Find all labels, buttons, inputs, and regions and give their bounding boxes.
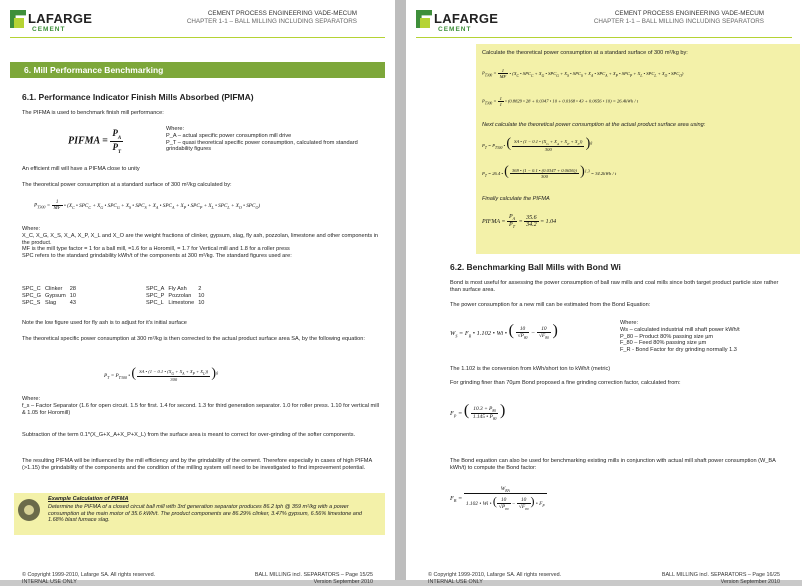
spc-table-cell: Pozzolan: [168, 292, 192, 299]
spc-table-cell: Slag: [44, 299, 57, 306]
paragraph: Next calculate the theoretical power consumption at the actual product surface area using:: [482, 122, 706, 128]
example-icon: [18, 499, 40, 521]
spc-table-cell: 10: [198, 292, 205, 299]
paragraph: The power consumption for a new mill can be estimated from the Bond Equation:: [450, 302, 651, 308]
paragraph: For grinding finer than 70µm Bond proposed a fine grinding correction factor, calculated from:: [450, 380, 681, 386]
spc-table-row: [22, 286, 208, 293]
spc-table-cell: SPC_P: [146, 292, 165, 299]
spc-table-cell: SPC_S: [22, 299, 41, 306]
lafarge-logo: LAFARGE CEMENT: [10, 10, 80, 36]
spc-table-cell: 28: [69, 286, 77, 292]
paragraph: The Bond equation can also be used for benchmarking existing mills in conjunction with actual mill shaft power consumption (W_BA kWh/t) to compute the Bond factor:: [450, 458, 776, 471]
spc-table-cell: Gypsum: [44, 292, 66, 299]
example-title: Example Calculation of PIFMA: [48, 496, 129, 502]
header-rule: [10, 37, 385, 38]
paragraph: Note the low figure used for fly ash is to adjust for it's initial surface: [22, 320, 187, 326]
where-block: Where: P_A – actual specific power consumption mill drive P_T – quasi theoretical specific power consumption, calculated from standard grindability figures: [166, 126, 358, 153]
spc-table-cell: 10: [69, 292, 77, 299]
paragraph: The theoretical power consumption at a standard surface of 300 m²/kg calculated by:: [22, 182, 232, 188]
pt-correction-equation: $P_T = P_{T300}$ • ( $\frac{SA • (1 - 0.1 • (X_G + X_A + X_P + X_L))}{300}$ )$^ß$: [482, 136, 593, 153]
paragraph: The 1.102 is the conversion from kWh/short ton to kWh/t (metric): [450, 366, 611, 372]
where-block-2: Where: X_C, X_G, X_S, X_A, X_P, X_L and X_O are the weight fractions of clinker, gypsum, slag, fly ash, pozzolan, limestone and other components in the product. MF is the mill type factor = 1 for a ball mill, =1.6 for a Horomill, = 1.7 for Vertical mill and 1.8 for a roller press SPC refers to the standard grindability kWh/t of the components at 300 m²/kg. The standard figures used are:: [22, 226, 379, 260]
paragraph: The theoretical specific power consumption at 300 m²/kg is then corrected to the actual product surface area SA, by the following equation:: [22, 336, 365, 342]
lafarge-logo: LAFARGE CEMENT: [416, 10, 486, 36]
paragraph: Bond is most useful for assessing the power consumption of ball raw mills and coal mills since both target product particle size rather than surface area.: [450, 280, 779, 293]
page-gap: [395, 0, 406, 580]
page-header: [187, 10, 357, 26]
paragraph: Calculate the theoretical power consumption at a standard surface of 300 m²/kg by:: [482, 50, 688, 56]
pifma-worked: PIFMA = $\frac{P_A}{P_T}$ = $\frac{35.6}{34.2}$ = 1.04: [482, 214, 557, 230]
header-chapter: CHAPTER 1-1 – BALL MILLING INCLUDING SEPARATORS: [186, 18, 357, 25]
page-16: LAFARGE CEMENT CEMENT PROCESS ENGINEERING VADE-MECUM CHAPTER 1-1 – BALL MILLING INCLUDING SEPARATORS Calculate the theoretical power consumption at a standard surface of 300 m²/kg by: $P_{T300}$ = $\frac{1}{MF}$ • ($X_C$ • $SPC_C + X_G$ • $SPC_G + X_S$ • $SPC_S + X_A$ • $SPC_A + X_P$ • $SPC_P + X_L$ • $SPC_L + X_O$ • $SPC_O$) $P_{T300}$ = $\frac{1}{1}$ • (0.8829 • 28 + 0.0347 • 10 + 0.0168 • 43 + 0.0656 • 10) = 26.4kWh / t Next calculate the theoretical power consumption at the actual product surface area using: $P_T = P_{T300}$ • ( $\frac{SA • (1 - 0.1 • (X_G + X_A + X_P + X_L))}{300}$ )$^ß$ $P_T = 26.4$ • ( $\frac{369 • (1 - 0.1 • (0.0347 + 0.0656))}{300}$ )$^{1.3}$ = 34.2kWh / t Finally calculate the PIFMA PIFMA = $\frac{P_A}{P_T}$ = $\frac{35.6}{34.2}$ = 1.04 6.2. Benchmarking Ball Mills with Bond Wi Bond is most useful for assessing the power consumption of ball raw mills and coal mills since both target product particle size rather than surface area. The power consumption for a new mill can be estimated from the Bond Equation: $W_S = F_R$ • 1.102 • Wi • ( $\frac{10}{√P_{80}}$ − $\frac{10}{√F_{80}}$ ) Where: Ws – calculated industrial mill shaft power kWh/t P_80 – Product 80% passing size µm F_80 – Feed 80% passing size µm F_R - Bond Factor for dry grinding normally 1.3 The 1.102 is the conversion from kWh/short ton to kWh/t (metric) For grinding finer than 70µm Bond proposed a fine grinding correction factor, calculated from: $F_P$ = ( $\frac{10.3 + P_{80}}{1.145 • P_{80}}$ ) The Bond equation can also be used for benchmarking existing mills in conjunction with actual mill shaft power consumption (W_BA kWh/t) to compute the Bond factor: $F_B$ = $W_{BA}$ 1.102 • Wi • ( $\frac{10}{√P_{80}}$ − $\frac{10}{√F_{80}}$ ) • $F_P$ © Copyright 1999-2010, Lafarge SA. All rights reserved. INTERNAL USE ONLY BALL MILLING incl. SEPARATORS – Page 16/25 Version September 2010: [406, 0, 802, 580]
header-rule: [416, 37, 792, 38]
pt300-equation: $P_{T300}$ = $\frac{1}{MF}$ • ($X_C$ • $SPC_C + X_G$ • $SPC_G + X_S$ • $SPC_S + X_A$ • $SPC_A + X_P$ • $SPC_P + X_L$ • $SPC_L + X_O$ • $SPC_O$): [482, 68, 684, 79]
spc-table-cell: SPC_G: [22, 292, 41, 299]
spc-table-cell: Clinker: [44, 286, 63, 292]
pifma-equation: PIFMA = $\frac{P_A}{P_T}$: [68, 128, 122, 155]
paragraph: Subtraction of the term 0.1*(X_G+X_A+X_P+X_L) from the surface area is meant to correct for over-grinding of the softer components.: [22, 432, 356, 438]
spc-table-cell: 10: [198, 299, 205, 306]
pt300-equation: $P_{T300}$ = $\frac{1}{MF}$ • ($X_C$ • $SPC_C + X_G$ • $SPC_G + X_S$ • $SPC_S + X_A$ • $SPC_A + X_P$ • $SPC_P + X_L$ • $SPC_L + X_O$ • $SPC_O$): [34, 200, 261, 211]
page-header: CEMENT PROCESS ENGINEERING VADE-MECUM CHAPTER 1-1 – BALL MILLING INCLUDING SEPARATORS: [593, 10, 764, 25]
spc-table-cell: 43: [69, 299, 77, 306]
spc-table: [22, 286, 208, 306]
spc-table-cell: SPC_L: [146, 299, 164, 306]
paragraph: The PIFMA is used to benchmark finish mill performance:: [22, 110, 164, 116]
pt-correction-equation: $P_T = P_{T300}$ • ( $\frac{SA • (1 - 0.1 • (X_G + X_A + X_P + X_L))}{300}$ )$^ß$: [104, 366, 219, 383]
paragraph: An efficient mill will have a PIFMA close to unity: [22, 166, 140, 172]
page-15: LAFARGE CEMENT CEMENT PROCESS ENGINEERING VADE-MECUM CHAPTER 1-1 – BALL MILLING INCLUDING SEPARATORS 6. Mill Performance Benchmarking 6.1. Performance Indicator Finish Mills Absorbed (PIFMA) The PIFMA is used to benchmark finish mill performance: PIFMA = $\frac{P_A}{P_T}$ Where: P_A – actual specific power consumption mill drive P_T – quasi theoretical specific power consumption, calculated from standard grindability figures An efficient mill will have a PIFMA close to unity The theoretical power consumption at a standard surface of 300 m²/kg calculated by: $P_{T300}$ = $\frac{1}{MF}$ • ($X_C$ • $SPC_C + X_G$ • $SPC_G + X_S$ • $SPC_S + X_A$ • $SPC_A + X_P$ • $SPC_P + X_L$ • $SPC_L + X_O$ • $SPC_O$) Where: X_C, X_G, X_S, X_A, X_P, X_L and X_O are the weight fractions of clinker, gypsum, slag, fly ash, pozzolan, limestone and other components in the product. MF is the mill type factor = 1 for a ball mill, =1.6 for a Horomill, = 1.7 for Vertical mill and 1.8 for a roller press SPC refers to the standard grindability kWh/t of the components at 300 m²/kg. The standard figures used are: SPC_C Clinker 28 SPC_A Fly Ash 2 SPC_G Gypsum 10 SPC_P Pozzolan 10 SPC_S Slag 43 SPC_L Limestone 10 Note the low figure used for fly ash is to adjust for it's initial surface The theoretical specific power consumption at 300 m²/kg is then corrected to the actual product surface area SA, by the following equation: $P_T = P_{T300}$ • ( $\frac{SA • (1 - 0.1 • (X_G + X_A + X_P + X_L))}{300}$ )$^ß$ Where: f_s – Factor Separator (1.6 for open circuit. 1.5 for first. 1.4 for second. 1.3 for third generation separator. 1.0 for roller press. 1.10 for vertical mill & 1.05 for Horomill) Subtraction of the term 0.1*(X_G+X_A+X_P+X_L) from the surface area is meant to correct for over-grinding of the softer components. The resulting PIFMA will be influenced by the mill efficiency and by the grindability of the cement. Therefore especially in cases of high PIFMA (>1.15) the grindability of the components and the condition of the milling system will need to be investigated to find improvement potential. Example Calculation of PIFMA Determine the PIFMA of a closed circuit ball mill with 3rd generation separator produces 86.2 tph @ 359 m²/kg with a power consumption at the main motor of 35.6 kWh/t. The product components are 86.29% clinker, 3.47% gypsum, 6.56% limestone and 1.68% blast furnace slag. © Copyright 1999-2010, Lafarge SA. All rights reserved. INTERNAL USE ONLY BALL MILLING incl. SEPARATORS – Page 15/25 Version September 2010: [0, 0, 395, 580]
example-box: [14, 493, 385, 535]
where-block-3: Where: f_s – Factor Separator (1.6 for open circuit. 1.5 for first. 1.4 for second. 1.3 for third generation separator. 1.0 for roller press. 1.10 for vertical mill & 1.05 for Horomill): [22, 396, 379, 416]
section-banner: 6. Mill Performance Benchmarking: [10, 62, 385, 78]
spc-table-cell: 2: [198, 286, 202, 292]
spc-table-row: [22, 300, 208, 307]
subsection-title: 6.1. Performance Indicator Finish Mills Absorbed (PIFMA): [22, 92, 254, 102]
bond-where: Where: Ws – calculated industrial mill shaft power kWh/t P_80 – Product 80% passing size µm F_80 – Feed 80% passing size µm F_R - Bond Factor for dry grinding normally 1.3: [620, 320, 740, 354]
fb-equation: $F_B$ = $W_{BA}$ 1.102 • Wi • ( $\frac{10}{√P_{80}}$ − $\frac{10}{√F_{80}}$ ) • $F_P$: [450, 486, 545, 511]
spc-table-cell: SPC_A: [146, 286, 165, 292]
bond-equation: $W_S = F_R$ • 1.102 • Wi • ( $\frac{10}{√P_{80}}$ − $\frac{10}{√F_{80}}$ ): [450, 322, 558, 341]
spc-table-cell: Limestone: [168, 299, 195, 306]
spc-table-cell: Fly Ash: [168, 286, 187, 292]
pt300-worked: $P_{T300}$ = $\frac{1}{1}$ • (0.8829 • 28 + 0.0347 • 10 + 0.0168 • 43 + 0.0656 • 10) = 26.4kWh / t: [482, 96, 639, 107]
spc-table-cell: SPC_C: [22, 286, 41, 292]
header-title: CEMENT PROCESS ENGINEERING VADE-MECUM: [207, 10, 357, 17]
paragraph: The resulting PIFMA will be influenced by the mill efficiency and by the grindability of the cement. Therefore especially in cases of high PIFMA (>1.15) the grindability of the components and the condition of the milling system will need to be investigated to find improvement potential.: [22, 458, 372, 471]
pt-worked: $P_T = 26.4$ • ( $\frac{369 • (1 - 0.1 • (0.0347 + 0.0656))}{300}$ )$^{1.3}$ = 34.2kWh / t: [482, 164, 617, 180]
spc-table-row: [22, 293, 208, 300]
paragraph: Finally calculate the PIFMA: [482, 196, 550, 202]
subsection-title: 6.2. Benchmarking Ball Mills with Bond Wi: [450, 262, 621, 272]
fp-equation: $F_P$ = ( $\frac{10.3 + P_{80}}{1.145 • P_{80}}$ ): [450, 402, 506, 422]
example-text: Determine the PIFMA of a closed circuit ball mill with 3rd generation separator produces 86.2 tph @ 359 m²/kg with a power consumption at the main motor of 35.6 kWh/t. The product components are 86.29% clinker, 3.47% gypsum, 6.56% limestone and 1.68% blast furnace slag.: [48, 504, 362, 524]
